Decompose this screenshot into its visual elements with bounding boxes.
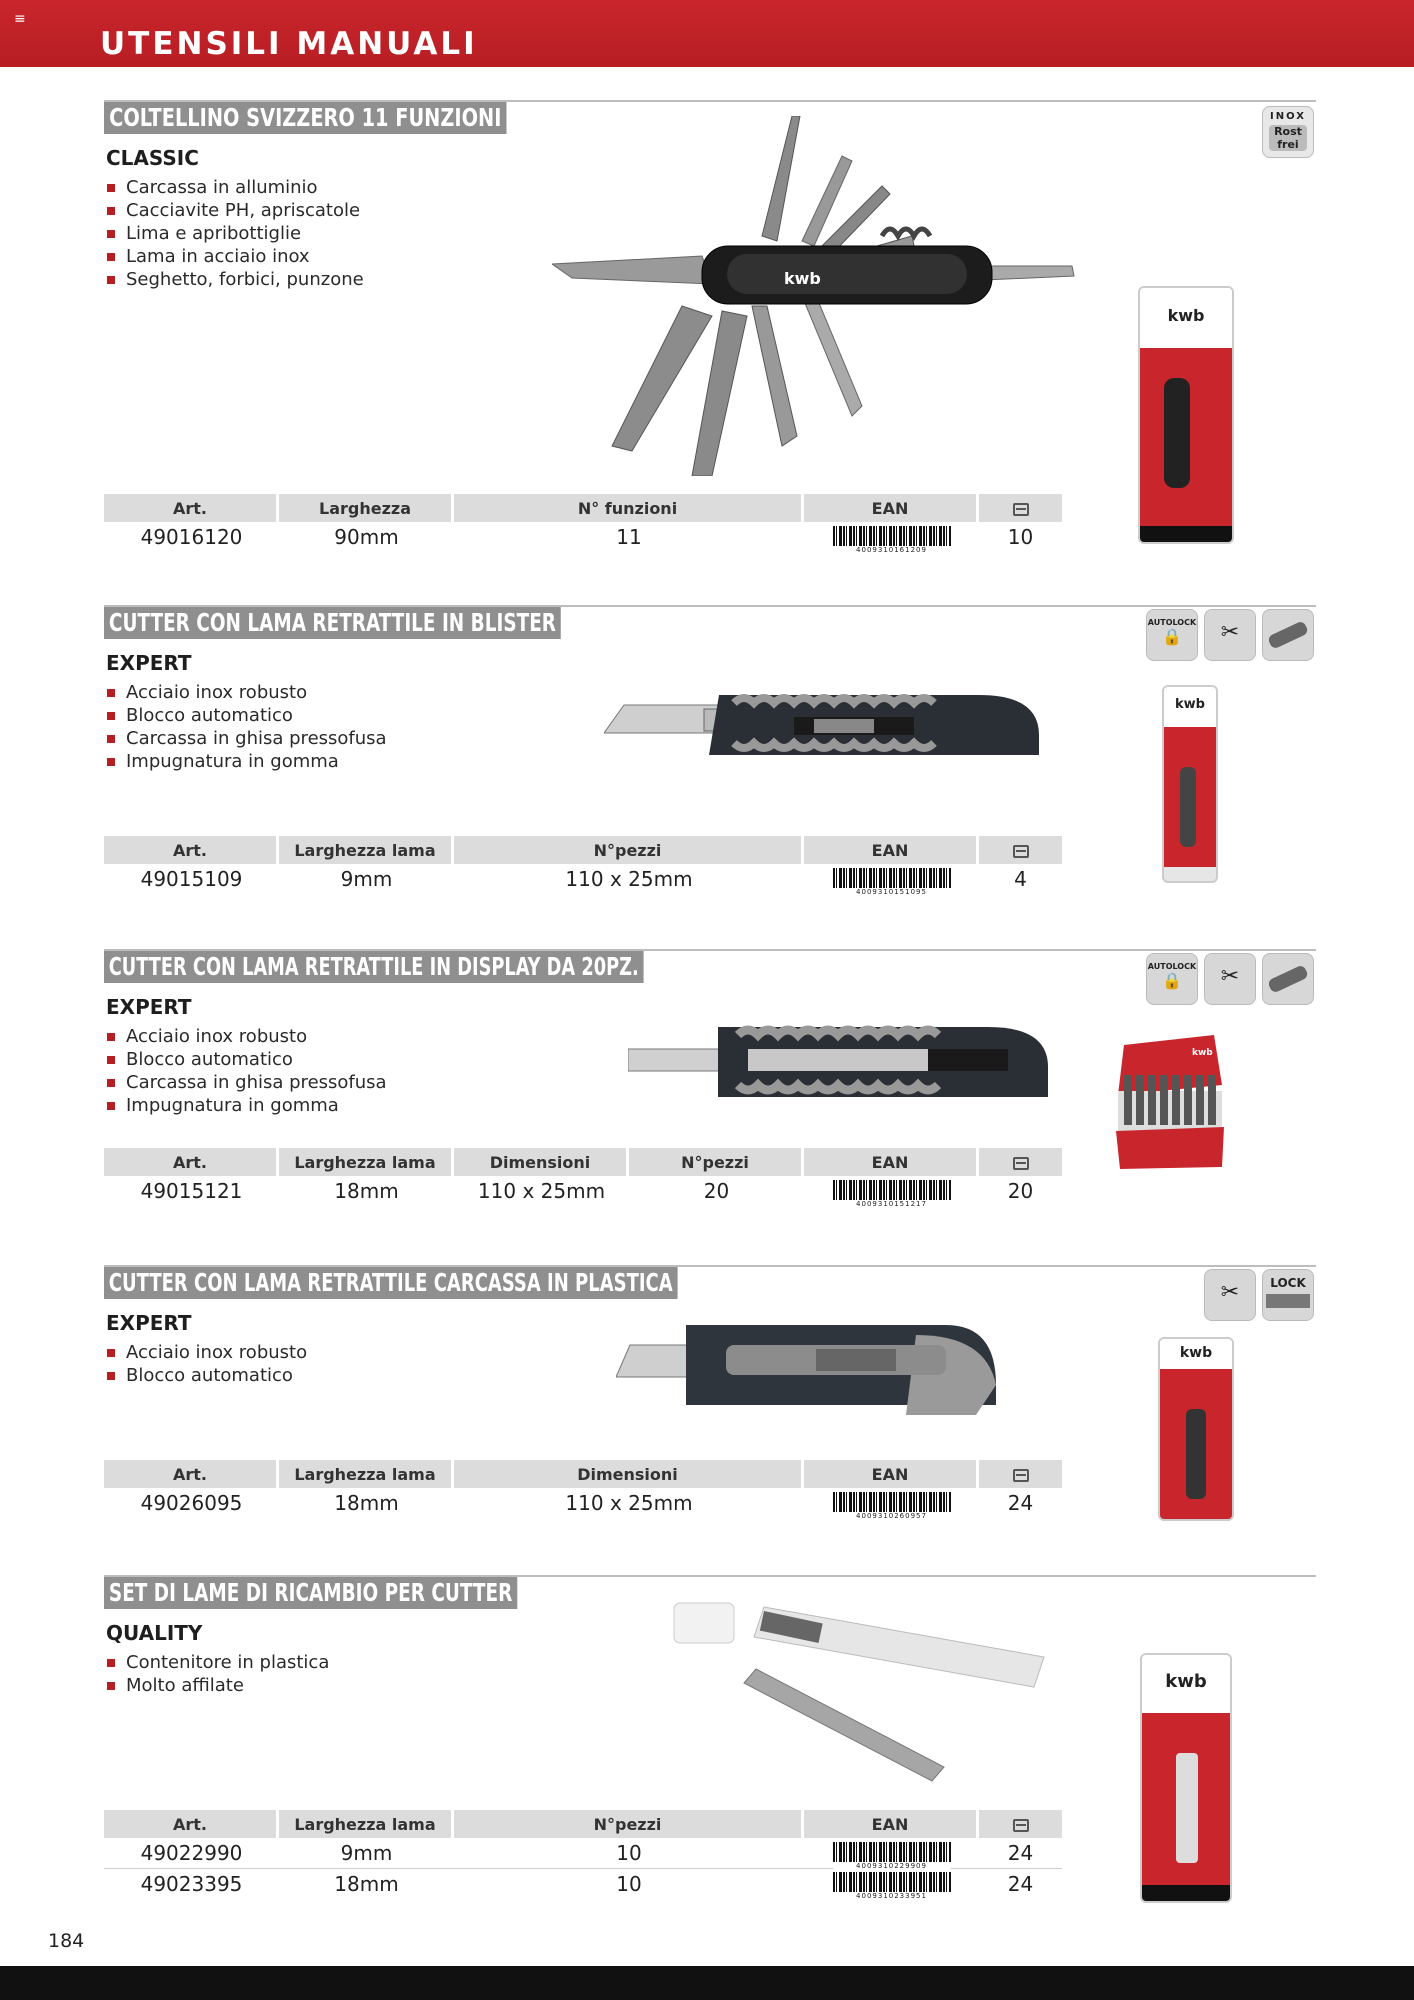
pieces-value: 10 — [454, 1868, 804, 1898]
pieces-value: 10 — [616, 1841, 642, 1865]
package-logo: kwb — [1140, 288, 1232, 348]
spec-table — [104, 1810, 1062, 1901]
column-header-package — [979, 1810, 1062, 1838]
knife-logo: kwb — [784, 269, 821, 288]
barcode-icon: 4009310229909 — [833, 1842, 951, 1866]
column-header: Larghezza — [279, 494, 454, 522]
column-header: Art. — [104, 1148, 279, 1176]
box-icon — [1013, 1157, 1029, 1170]
article-number: 49022990 — [140, 1841, 243, 1865]
box-icon — [1013, 503, 1029, 516]
article-number: 49016120 — [140, 525, 243, 549]
blister-package-image — [1162, 685, 1218, 883]
feature-item: Acciaio inox robusto — [106, 681, 387, 704]
feature-item: Cacciavite PH, apriscatole — [106, 199, 364, 222]
column-header: N°pezzi — [454, 1810, 804, 1838]
inox-badge: INOX Rost frei — [1262, 106, 1314, 158]
table-row — [104, 1868, 1062, 1898]
column-header: Dimensioni — [454, 1460, 804, 1488]
pieces-value: 20 — [703, 1179, 730, 1203]
width-value: 9mm — [340, 1841, 393, 1865]
table-row — [104, 522, 1062, 552]
blade-icon: ✂ — [1204, 609, 1256, 661]
spec-table — [104, 494, 1062, 552]
functions-value: 11 — [616, 525, 642, 549]
box-icon — [1013, 1469, 1029, 1482]
spec-table — [104, 1148, 1062, 1206]
package-qty: 24 — [979, 1868, 1062, 1898]
column-header: Larghezza lama — [279, 1148, 454, 1176]
pieces-value: 110 x 25mm — [565, 867, 693, 891]
page-footer — [0, 1966, 1414, 2000]
spec-table — [104, 1460, 1062, 1518]
ean-cell — [804, 1868, 979, 1901]
feature-item: Blocco automatico — [106, 704, 387, 727]
table-header-row — [104, 1148, 1062, 1176]
barcode-icon: 4009310161209 — [833, 526, 951, 550]
dimensions-value: 110 x 25mm — [565, 1491, 693, 1515]
column-header: Larghezza lama — [279, 1810, 454, 1838]
width-value: 18mm — [334, 1179, 399, 1203]
column-header: EAN — [804, 1810, 979, 1838]
column-header: Art. — [104, 494, 279, 522]
spare-blades-image — [664, 1597, 1084, 1797]
table-header-row — [104, 836, 1062, 864]
article-number: 49023395 — [104, 1868, 279, 1898]
column-header-package — [979, 1460, 1062, 1488]
feature-item: Seghetto, forbici, punzone — [106, 268, 364, 291]
table-row — [104, 864, 1062, 894]
ean-cell — [804, 864, 979, 894]
ean-cell — [804, 522, 979, 552]
display-logo: kwb — [1192, 1048, 1213, 1058]
ean-cell — [804, 1176, 979, 1206]
column-header: N°pezzi — [629, 1148, 804, 1176]
feature-item: Acciaio inox robusto — [106, 1341, 307, 1364]
autolock-badge: AUTOLOCK 🔒 — [1146, 953, 1198, 1005]
product-section-cutter-display — [104, 949, 1316, 1229]
feature-item: Lama in acciaio inox — [106, 245, 364, 268]
section-title: CUTTER CON LAMA RETRATTILE IN BLISTER — [104, 607, 561, 639]
product-line: CLASSIC — [106, 146, 199, 170]
product-line: EXPERT — [106, 995, 192, 1019]
autolock-badge: AUTOLOCK 🔒 — [1146, 609, 1198, 661]
feature-item: Blocco automatico — [106, 1048, 387, 1071]
width-value: 9mm — [340, 867, 393, 891]
menu-icon[interactable]: ≡ — [14, 11, 26, 27]
column-header: Art. — [104, 1810, 279, 1838]
barcode-icon: 4009310151095 — [833, 868, 951, 892]
column-header: Dimensioni — [454, 1148, 629, 1176]
section-title: CUTTER CON LAMA RETRATTILE CARCASSA IN PLASTICA — [104, 1267, 677, 1299]
table-row — [104, 1488, 1062, 1518]
column-header-package — [979, 836, 1062, 864]
section-title: SET DI LAME DI RICAMBIO PER CUTTER — [104, 1577, 517, 1609]
cutter-image — [616, 1305, 1076, 1425]
feature-list — [106, 176, 364, 291]
product-line: EXPERT — [106, 1311, 192, 1335]
column-header: Art. — [104, 1460, 279, 1488]
feature-list — [106, 1341, 307, 1387]
feature-list — [106, 1025, 387, 1117]
table-header-row — [104, 494, 1062, 522]
column-header-package — [979, 494, 1062, 522]
barcode-icon: 4009310233951 — [833, 1872, 951, 1896]
feature-item: Blocco automatico — [106, 1364, 307, 1387]
ean-cell — [804, 1838, 979, 1868]
package-logo: kwb — [1164, 687, 1216, 727]
page-header — [0, 0, 1414, 67]
feature-item: Lima e apribottiglie — [106, 222, 364, 245]
feature-item: Contenitore in plastica — [106, 1651, 329, 1674]
bi-metal-icon — [1262, 953, 1314, 1005]
column-header: EAN — [804, 1148, 979, 1176]
feature-item: Carcassa in alluminio — [106, 176, 364, 199]
column-header: N° funzioni — [454, 494, 804, 522]
table-header-row — [104, 1810, 1062, 1838]
feature-item: Acciaio inox robusto — [106, 1025, 387, 1048]
box-icon — [1013, 1819, 1029, 1832]
column-header: EAN — [804, 494, 979, 522]
package-logo: kwb — [1160, 1339, 1232, 1369]
article-number: 49026095 — [140, 1491, 243, 1515]
cutter-image — [604, 675, 1064, 775]
section-title: COLTELLINO SVIZZERO 11 FUNZIONI — [104, 102, 507, 134]
feature-list — [106, 681, 387, 773]
column-header: EAN — [804, 836, 979, 864]
cutter-image — [628, 1009, 1078, 1109]
page-number: 184 — [48, 1930, 85, 1952]
article-number: 49015109 — [140, 867, 243, 891]
width-value: 90mm — [334, 525, 399, 549]
feature-list — [106, 1651, 329, 1697]
column-header: Larghezza lama — [279, 836, 454, 864]
blister-package-image — [1138, 286, 1234, 544]
table-header-row — [104, 1460, 1062, 1488]
column-header: Art. — [104, 836, 279, 864]
package-qty: 24 — [1007, 1491, 1034, 1515]
width-value: 18mm — [279, 1868, 454, 1898]
column-header-package — [979, 1148, 1062, 1176]
section-title: CUTTER CON LAMA RETRATTILE IN DISPLAY DA 20PZ. — [104, 951, 643, 983]
page-title: UTENSILI MANUALI — [100, 26, 478, 62]
swiss-knife-image — [552, 116, 1092, 476]
blade-icon: ✂ — [1204, 953, 1256, 1005]
column-header: EAN — [804, 1460, 979, 1488]
feature-item: Impugnatura in gomma — [106, 750, 387, 773]
blade-icon: ✂ — [1204, 1269, 1256, 1321]
display-box-image — [1114, 1035, 1226, 1171]
barcode-icon: 4009310151217 — [833, 1180, 951, 1204]
feature-item: Carcassa in ghisa pressofusa — [106, 1071, 387, 1094]
feature-item: Molto affilate — [106, 1674, 329, 1697]
bi-metal-icon — [1262, 609, 1314, 661]
lock-badge: LOCK — [1262, 1269, 1314, 1321]
product-section-cutter-blister — [104, 605, 1316, 905]
column-header: N°pezzi — [454, 836, 804, 864]
feature-item: Impugnatura in gomma — [106, 1094, 387, 1117]
product-line: QUALITY — [106, 1621, 203, 1645]
feature-item: Carcassa in ghisa pressofusa — [106, 727, 387, 750]
package-qty: 4 — [1014, 867, 1027, 891]
package-qty: 20 — [1007, 1179, 1034, 1203]
package-logo: kwb — [1142, 1655, 1230, 1713]
ean-cell — [804, 1488, 979, 1518]
dimensions-value: 110 x 25mm — [477, 1179, 606, 1203]
product-section-cutter-plastic — [104, 1265, 1316, 1545]
product-section-spare-blades — [104, 1575, 1316, 1915]
package-qty: 24 — [1007, 1841, 1034, 1865]
article-number: 49015121 — [140, 1179, 243, 1203]
column-header: Larghezza lama — [279, 1460, 454, 1488]
table-row — [104, 1176, 1062, 1206]
box-icon — [1013, 845, 1029, 858]
barcode-icon: 4009310260957 — [833, 1492, 951, 1516]
spec-table — [104, 836, 1062, 894]
blister-package-image — [1140, 1653, 1232, 1903]
table-row — [104, 1838, 1062, 1868]
product-line: EXPERT — [106, 651, 192, 675]
product-section-swiss-knife — [104, 100, 1316, 560]
width-value: 18mm — [334, 1491, 399, 1515]
package-qty: 10 — [1007, 525, 1034, 549]
blister-package-image — [1158, 1337, 1234, 1521]
